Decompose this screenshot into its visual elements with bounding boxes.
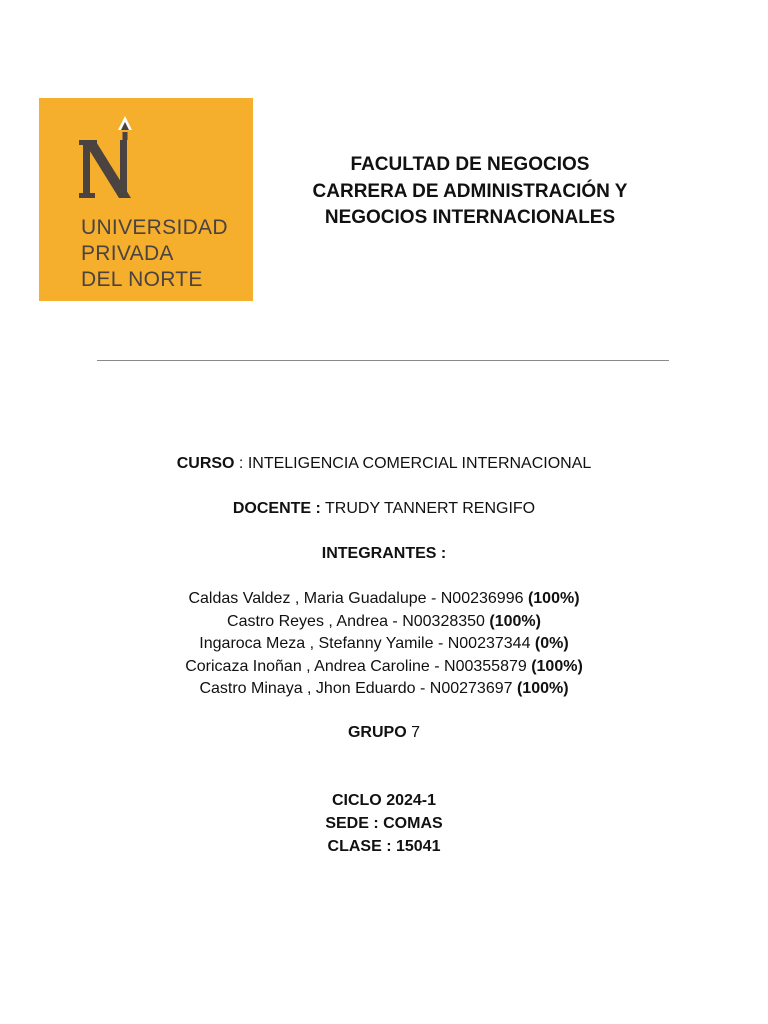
site-line: SEDE : COMAS	[325, 815, 443, 832]
member-name: Ingaroca Meza , Stefanny Yamile - N00237344	[199, 635, 535, 652]
member-percentage: (100%)	[489, 612, 541, 630]
member-row	[0, 678, 768, 701]
member-row	[0, 633, 768, 656]
teacher-line	[0, 498, 768, 521]
member-name: Castro Minaya , Jhon Eduardo - N00273697	[199, 680, 517, 697]
member-row	[0, 611, 768, 634]
logo-line-2: PRIVADA	[81, 242, 174, 265]
member-percentage: (0%)	[534, 635, 569, 652]
member-name: Coricaza Inoñan , Andrea Caroline - N00355879	[185, 657, 532, 675]
upn-n-arrow-icon	[79, 112, 139, 202]
member-percentage: (100%)	[516, 680, 569, 697]
logo-wordmark	[81, 215, 251, 293]
members-list	[0, 588, 768, 701]
group-line	[0, 722, 768, 745]
member-percentage: (100%)	[527, 590, 580, 607]
member-name: Castro Reyes , Andrea - N00328350	[227, 612, 490, 630]
members-heading: INTEGRANTES :	[321, 545, 447, 562]
member-name: Caldas Valdez , Maria Guadalupe - N00236996	[188, 590, 528, 607]
course-separator: :	[234, 455, 248, 472]
horizontal-divider	[97, 360, 669, 361]
logo-line-3: DEL NORTE	[81, 268, 203, 291]
course-value: INTELIGENCIA COMERCIAL INTERNACIONAL	[247, 455, 592, 472]
teacher-value: TRUDY TANNERT RENGIFO	[320, 500, 536, 517]
group-label: GRUPO	[347, 724, 407, 741]
member-percentage: (100%)	[531, 657, 583, 675]
member-row	[0, 656, 768, 679]
course-line	[0, 453, 768, 476]
member-row	[0, 588, 768, 611]
faculty-line-2: CARRERA DE ADMINISTRACIÓN Y	[312, 180, 628, 202]
cycle-line: CICLO 2024-1	[331, 792, 437, 809]
faculty-line-3: NEGOCIOS INTERNACIONALES	[324, 207, 616, 228]
group-value: 7	[406, 724, 420, 741]
university-logo	[39, 98, 253, 301]
logo-line-1: UNIVERSIDAD	[81, 216, 228, 239]
course-label: CURSO	[176, 455, 235, 472]
faculty-line-1: FACULTAD DE NEGOCIOS	[350, 154, 590, 175]
teacher-label: DOCENTE :	[232, 500, 321, 517]
faculty-title	[270, 152, 670, 232]
class-line: CLASE : 15041	[327, 838, 441, 855]
